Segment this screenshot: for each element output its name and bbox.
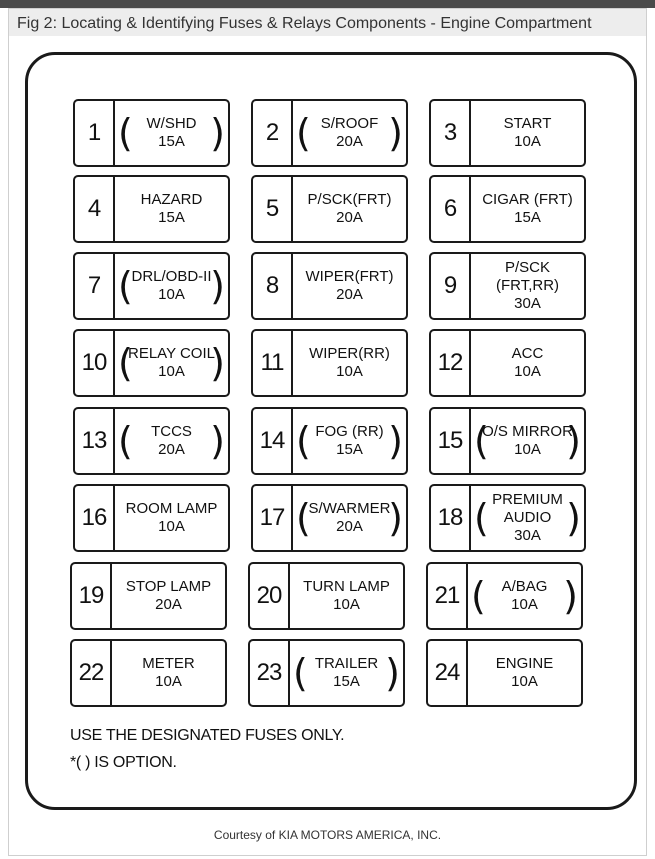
fuse-number: 8: [253, 254, 293, 318]
fuse-circuit-name: STOP LAMP: [125, 578, 212, 595]
fuse-number: 15: [431, 409, 471, 473]
fuse-number: 5: [253, 177, 293, 241]
fuse-circuit-name: HAZARD: [140, 191, 203, 208]
fuse-circuit-name: ROOM LAMP: [125, 500, 218, 517]
fuse-number: 1: [75, 101, 115, 165]
figure-caption-bar: [9, 9, 646, 36]
fuse-1: [73, 99, 230, 167]
fuse-rating: 10A: [333, 596, 360, 613]
fuse-rating: 20A: [336, 286, 363, 303]
fuse-20: [248, 562, 405, 630]
fuse-number: 21: [428, 564, 468, 628]
fuse-circuit-name: TRAILER: [314, 655, 379, 672]
fuse-4: [73, 175, 230, 243]
fuse-22: [70, 639, 227, 707]
fuse-number: 11: [253, 331, 293, 395]
fuse-circuit-name: P/SCK(FRT): [307, 191, 392, 208]
fuse-12: [429, 329, 586, 397]
option-paren-left: (: [296, 111, 311, 155]
fuse-number: 18: [431, 486, 471, 550]
fuse-label-area: [468, 564, 581, 628]
fuse-label-area: [115, 331, 228, 395]
fuse-label: [115, 500, 228, 536]
fuse-label: [115, 111, 228, 155]
fuse-circuit-name: START: [503, 115, 552, 132]
fuse-circuit-name: RELAY COIL: [128, 345, 215, 362]
fuse-rating: 30A: [514, 527, 541, 544]
fuse-circuit-name: AUDIO: [503, 509, 552, 526]
fuse-label: [471, 491, 584, 545]
fuse-rating: 15A: [333, 673, 360, 690]
fuse-label: [293, 111, 406, 155]
fuse-circuit-name: WIPER(RR): [309, 345, 390, 362]
option-paren-right: ): [388, 496, 403, 540]
fuse-number: 20: [250, 564, 290, 628]
fuse-label-area: [471, 177, 584, 241]
fuse-circuit-name: ENGINE: [495, 655, 554, 672]
top-bar: [0, 0, 655, 8]
fuse-label-area: [115, 409, 228, 473]
fuse-circuit-name: CIGAR (FRT): [482, 191, 573, 208]
fuse-17: [251, 484, 408, 552]
fuse-label: [290, 651, 403, 695]
fuse-circuit-name: S/WARMER: [308, 500, 391, 517]
option-paren-left: (: [296, 496, 311, 540]
fuse-label-area: [293, 486, 406, 550]
image-credit: Courtesy of KIA MOTORS AMERICA, INC.: [213, 828, 442, 842]
fuse-label: [471, 259, 584, 313]
fuse-circuit-name: P/SCK: [504, 259, 550, 276]
fuse-label-area: [115, 177, 228, 241]
fuse-10: [73, 329, 230, 397]
option-paren-left: (: [118, 419, 133, 463]
fuse-number: 17: [253, 486, 293, 550]
fuse-label: [115, 191, 228, 227]
fuse-6: [429, 175, 586, 243]
option-paren-right: ): [388, 419, 403, 463]
fuse-circuit-name: W/SHD: [146, 115, 197, 132]
fuse-rating: 15A: [514, 209, 541, 226]
fuse-18: [429, 484, 586, 552]
fuse-label: [293, 191, 406, 227]
fuse-24: [426, 639, 583, 707]
option-paren-right: ): [566, 419, 581, 463]
fuse-rating: 20A: [336, 133, 363, 150]
fuse-label-area: [293, 101, 406, 165]
fuse-label: [293, 419, 406, 463]
fuse-label-area: [468, 641, 581, 705]
fuse-rating: 15A: [336, 441, 363, 458]
fuse-circuit-name: A/BAG: [501, 578, 548, 595]
fuse-rating: 20A: [155, 596, 182, 613]
fuse-circuit-name: S/ROOF: [320, 115, 379, 132]
fuse-label: [293, 496, 406, 540]
option-paren-right: ): [210, 264, 225, 308]
fuse-number: 13: [75, 409, 115, 473]
fuse-circuit-name: PREMIUM: [492, 491, 563, 508]
fuse-circuit-name: ACC: [511, 345, 544, 362]
fuse-label-area: [293, 254, 406, 318]
fuse-rating: 10A: [158, 363, 185, 380]
fuse-13: [73, 407, 230, 475]
fuse-label: [293, 268, 406, 304]
fuse-label-area: [290, 641, 403, 705]
fuse-21: [426, 562, 583, 630]
fuse-label-area: [293, 331, 406, 395]
fuse-14: [251, 407, 408, 475]
option-paren-left: (: [474, 496, 489, 540]
option-paren-left: (: [293, 651, 308, 695]
fuse-7: [73, 252, 230, 320]
fuse-number: 16: [75, 486, 115, 550]
fuse-number: 22: [72, 641, 112, 705]
fuse-label-area: [293, 177, 406, 241]
fuse-label-area: [471, 101, 584, 165]
fuse-label: [112, 578, 225, 614]
fuse-rating: 10A: [514, 133, 541, 150]
fuse-rating: 10A: [511, 673, 538, 690]
fuse-number: 24: [428, 641, 468, 705]
fuse-label-area: [112, 564, 225, 628]
option-paren-right: ): [210, 111, 225, 155]
fuse-circuit-name: FOG (RR): [315, 423, 384, 440]
fuse-number: 23: [250, 641, 290, 705]
fuse-label: [293, 345, 406, 381]
option-paren-right: ): [563, 574, 578, 618]
fuse-label: [112, 655, 225, 691]
option-paren-left: (: [118, 264, 133, 308]
fuse-number: 19: [72, 564, 112, 628]
fuse-number: 3: [431, 101, 471, 165]
fuse-number: 12: [431, 331, 471, 395]
option-paren-left: (: [118, 341, 133, 385]
fuse-16: [73, 484, 230, 552]
fuse-label: [471, 419, 584, 463]
fuse-rating: 20A: [336, 518, 363, 535]
fuse-label-area: [115, 486, 228, 550]
fuse-circuit-name: WIPER(FRT): [305, 268, 394, 285]
fuse-label-area: [471, 486, 584, 550]
fuse-rating: 10A: [514, 363, 541, 380]
option-paren-right: ): [388, 111, 403, 155]
fuse-circuit-name: DRL/OBD-II: [131, 268, 212, 285]
fuse-circuit-name: O/S MIRROR: [482, 423, 573, 440]
fuse-rating: 10A: [336, 363, 363, 380]
fuse-rating: 10A: [514, 441, 541, 458]
option-paren-right: ): [210, 341, 225, 385]
fuse-19: [70, 562, 227, 630]
fuse-circuit-name: (FRT,RR): [495, 277, 560, 294]
fuse-number: 4: [75, 177, 115, 241]
fuse-number: 2: [253, 101, 293, 165]
fuse-number: 7: [75, 254, 115, 318]
fuse-label-area: [112, 641, 225, 705]
fuse-9: [429, 252, 586, 320]
option-paren-left: (: [471, 574, 486, 618]
fuse-label-area: [471, 331, 584, 395]
fuse-number: 14: [253, 409, 293, 473]
fuse-label: [471, 115, 584, 151]
fuse-5: [251, 175, 408, 243]
fuse-rating: 10A: [511, 596, 538, 613]
fuse-11: [251, 329, 408, 397]
note-option: *( ) IS OPTION.: [70, 754, 177, 771]
option-paren-left: (: [296, 419, 311, 463]
option-paren-left: (: [474, 419, 489, 463]
fuse-circuit-name: TCCS: [151, 423, 192, 440]
fuse-number: 10: [75, 331, 115, 395]
fuse-8: [251, 252, 408, 320]
figure-caption: Fig 2: Locating & Identifying Fuses & Relays Components - Engine Compartment: [17, 15, 592, 32]
fuse-3: [429, 99, 586, 167]
fuse-rating: 30A: [514, 295, 541, 312]
fuse-rating: 15A: [158, 133, 185, 150]
fuse-number: 9: [431, 254, 471, 318]
fuse-label: [290, 578, 403, 614]
fuse-label: [471, 191, 584, 227]
fuse-rating: 10A: [158, 286, 185, 303]
fuse-rating: 20A: [158, 441, 185, 458]
fuse-label-area: [115, 254, 228, 318]
fuse-label: [115, 341, 228, 385]
fuse-label-area: [293, 409, 406, 473]
fuse-23: [248, 639, 405, 707]
fuse-label: [115, 419, 228, 463]
fuse-label: [471, 345, 584, 381]
fuse-rating: 15A: [158, 209, 185, 226]
fuse-label-area: [290, 564, 403, 628]
fuse-label-area: [471, 409, 584, 473]
fuse-circuit-name: TURN LAMP: [303, 578, 390, 595]
fuse-circuit-name: METER: [142, 655, 195, 672]
fuse-rating: 10A: [155, 673, 182, 690]
fuse-label-area: [471, 254, 584, 318]
fuse-rating: 10A: [158, 518, 185, 535]
fuse-label-area: [115, 101, 228, 165]
option-paren-right: ): [210, 419, 225, 463]
note-designated-fuses: USE THE DESIGNATED FUSES ONLY.: [70, 727, 345, 744]
fuse-15: [429, 407, 586, 475]
option-paren-left: (: [118, 111, 133, 155]
fuse-label: [468, 574, 581, 618]
fuse-label: [115, 264, 228, 308]
fuse-label: [468, 655, 581, 691]
fuse-2: [251, 99, 408, 167]
fuse-number: 6: [431, 177, 471, 241]
option-paren-right: ): [566, 496, 581, 540]
option-paren-right: ): [385, 651, 400, 695]
fuse-rating: 20A: [336, 209, 363, 226]
